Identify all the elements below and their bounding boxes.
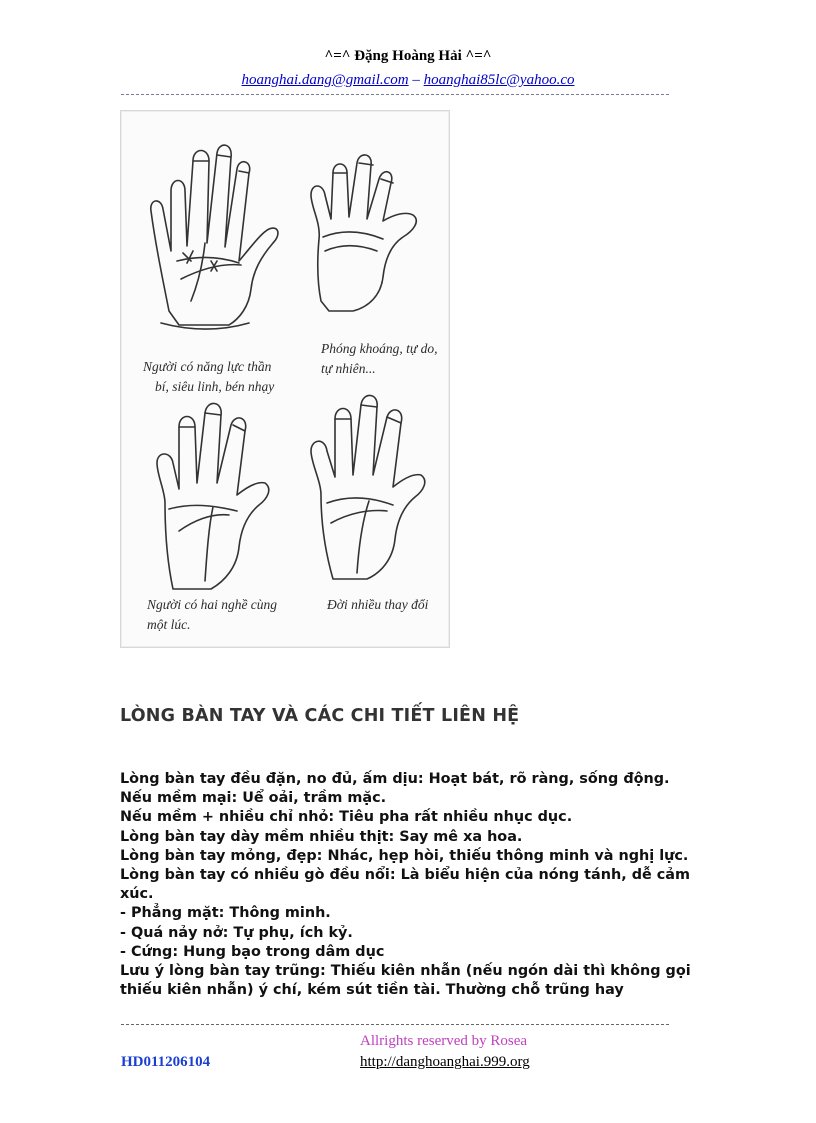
body-line: Nếu mềm mại: Uể oải, trầm mặc. [120,790,387,807]
caption-3-line1: Người có hai nghề cùng [147,597,278,612]
palm-hand-4-icon [311,395,425,579]
body-line: Nếu mềm + nhiều chỉ nhỏ: Tiêu pha rất nhiều nhục dục. [120,809,573,826]
document-code: HD011206104 [121,1054,211,1070]
email-link-gmail[interactable]: hoanghai.dang@gmail.com [241,72,409,88]
header-divider [121,94,669,95]
caption-4-line1: Đời nhiều thay đổi [327,597,429,612]
website-link[interactable]: http://danghoanghai.999.org [360,1054,530,1070]
caption-2 [321,339,437,379]
body-line: - Quá nảy nở: Tự phụ, ích kỷ. [120,924,353,941]
header-contacts [0,72,816,89]
body-line: Lưu ý lòng bàn tay trũng: Thiếu kiên nhẫn (nếu ngón dài thì không gọi thiếu kiên nhẫn) ý chí, kém sút tiền tài. Thường chỗ trũng hay [120,963,691,999]
caption-1 [143,357,274,397]
caption-3 [147,595,277,635]
body-line: Lòng bàn tay có nhiều gò đều nổi: Là biểu hiện của nóng tánh, dễ cảm xúc. [120,867,691,903]
body-line: - Cứng: Hung bạo trong dâm dục [120,943,385,960]
palm-hand-2-icon [311,155,416,311]
palm-hand-1-icon [151,145,278,329]
body-text [120,770,710,1000]
body-line: Lòng bàn tay dày mềm nhiều thịt: Say mê xa hoa. [120,828,523,845]
body-line: - Phẳng mặt: Thông minh. [120,905,331,922]
body-line: Lòng bàn tay đều đặn, no đủ, ấm dịu: Hoạt bát, rõ ràng, sống động. [120,771,670,787]
email-link-yahoo[interactable]: hoanghai85lc@yahoo.co [423,72,575,88]
caption-3-line2: một lúc. [147,617,191,632]
caption-2-line1: Phóng khoáng, tự do, [321,341,438,356]
caption-2-line2: tự nhiên... [321,361,376,376]
contact-separator: – [408,72,424,88]
caption-4 [327,595,428,615]
footer-divider [121,1024,669,1025]
caption-1-line1: Người có năng lực thần [143,359,272,374]
header-title: ^=^ Đặng Hoàng Hải ^=^ [324,48,492,64]
palm-hand-3-icon [157,403,269,589]
footer-rights: Allrights reserved by Rosea [360,1033,528,1049]
section-title: LÒNG BÀN TAY VÀ CÁC CHI TIẾT LIÊN HỆ [120,706,520,726]
caption-1-line2: bí, siêu linh, bén nhạy [155,379,275,394]
body-line: Lòng bàn tay mỏng, đẹp: Nhác, hẹp hòi, thiếu thông minh và nghị lực. [120,847,689,864]
palm-illustration-figure [120,110,450,648]
